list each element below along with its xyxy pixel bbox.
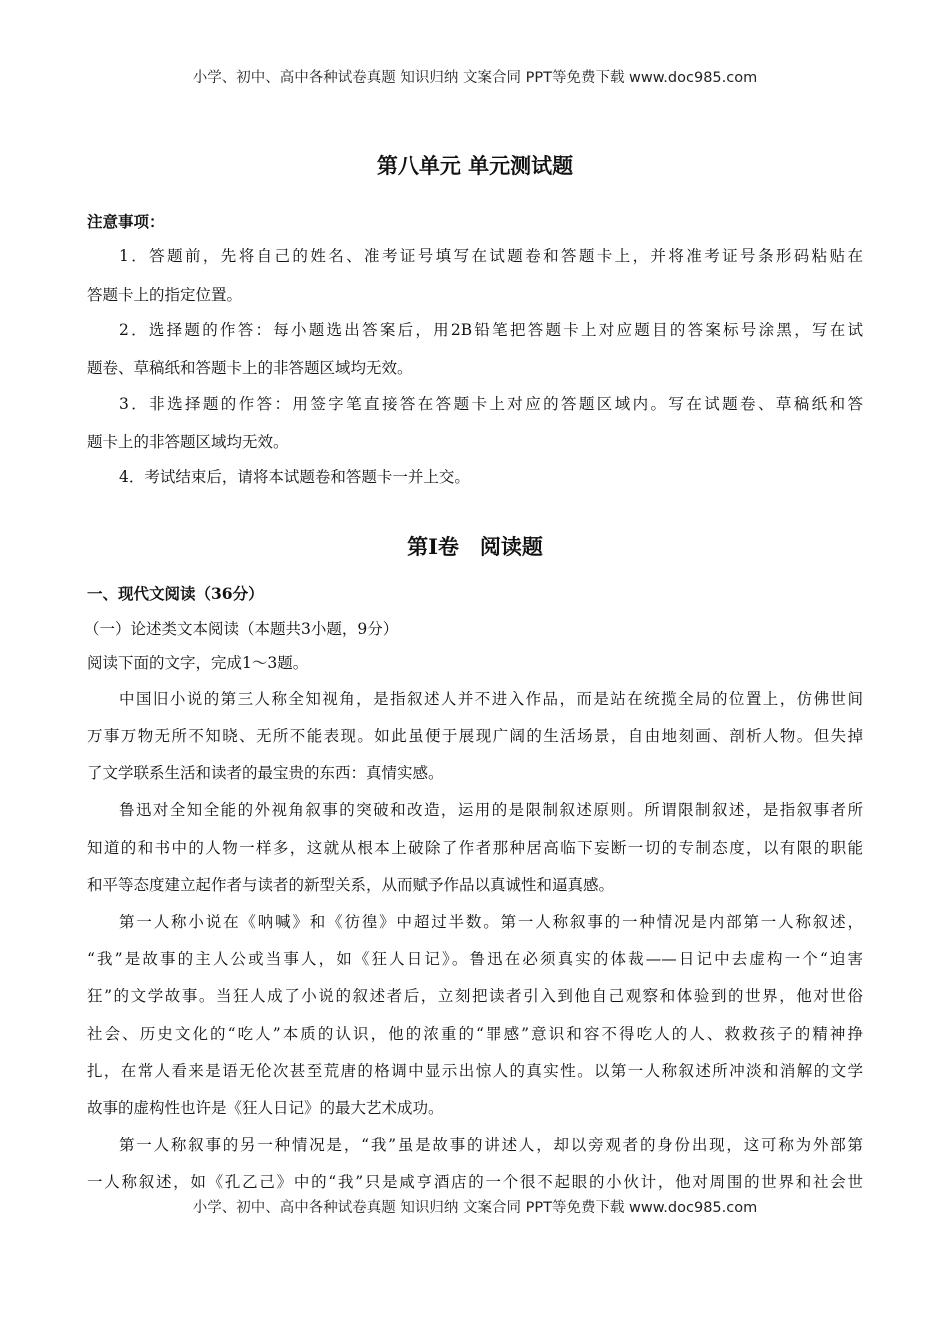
passage-line: 中国旧小说的第三人称全知视角，是指叙述人并不进入作品，而是站在统揽全局的位置上，仿佛世间 xyxy=(119,690,863,708)
passage-line: 故事的虚构性也许是《狂人日记》的最大艺术成功。 xyxy=(87,1099,444,1117)
passage-line: “我”是故事的主人公或当事人，如《狂人日记》。鲁迅在必须真实的体裁——日记中去虚构一个“迫害 xyxy=(87,950,863,968)
notice-line: 答题卡上的指定位置。 xyxy=(87,286,243,304)
notice-line: 题卡上的非答题区域均无效。 xyxy=(87,433,289,451)
section-title: 第Ⅰ卷 阅读题 xyxy=(407,534,543,559)
passage-line: 了文学联系生活和读者的最宝贵的东西：真情实感。 xyxy=(87,764,444,782)
passage-line: 狂”的文学故事。当狂人成了小说的叙述者后，立刻把读者引入到他自己观察和体验到的世界，他对世俗 xyxy=(87,987,863,1005)
part-heading: 一、现代文阅读（36分） xyxy=(87,584,264,603)
document-title: 第八单元 单元测试题 xyxy=(376,153,574,178)
passage-line: 鲁迅对全知全能的外视角叙事的突破和改造，运用的是限制叙述原则。所谓限制叙述，是指叙事者所 xyxy=(119,801,863,819)
sub-heading: （一）论述类文本阅读（本题共3小题，9分） xyxy=(84,620,399,638)
notice-heading: 注意事项： xyxy=(87,212,165,231)
passage-line: 第一人称小说在《呐喊》和《彷徨》中超过半数。第一人称叙事的一种情况是内部第一人称叙述， xyxy=(119,913,863,931)
instruction: 阅读下面的文字，完成1～3题。 xyxy=(87,654,309,672)
notice-line: 1．答题前，先将自己的姓名、准考证号填写在试题卷和答题卡上，并将准考证号条形码粘贴在 xyxy=(119,247,863,265)
notice-line: 3．非选择题的作答：用签字笔直接答在答题卡上对应的答题区域内。写在试题卷、草稿纸和答 xyxy=(119,395,863,413)
passage-line: 万事万物无所不知晓、无所不能表现。如此虽便于展现广阔的生活场景，自由地刻画、剖析人物。但失掉 xyxy=(87,727,863,745)
passage-line: 社会、历史文化的“吃人”本质的认识，他的浓重的“罪感”意识和容不得吃人的人、救救孩子的精神挣 xyxy=(87,1025,863,1043)
passage-line: 和平等态度建立起作者与读者的新型关系，从而赋予作品以真诚性和逼真感。 xyxy=(87,876,615,894)
passage-line: 第一人称叙事的另一种情况是，“我”虽是故事的讲述人，却以旁观者的身份出现，这可称为外部第 xyxy=(119,1136,863,1154)
passage-line: 知道的和书中的人物一样多，这就从根本上破除了作者那种居高临下妄断一切的专制态度，以有限的职能 xyxy=(87,839,863,857)
passage-line: 扎，在常人看来是语无伦次甚至荒唐的格调中显示出惊人的真实性。以第一人称叙述所冲淡和消解的文学 xyxy=(87,1062,863,1080)
passage-line: 一人称叙述，如《孔乙己》中的“我”只是咸亨酒店的一个很不起眼的小伙计，他对周围的世界和社会世 xyxy=(87,1173,863,1191)
notice-line: 2．选择题的作答：每小题选出答案后，用2B铅笔把答题卡上对应题目的答案标号涂黑，写在试 xyxy=(119,321,863,339)
footer-banner: 小学、初中、高中各种试卷真题 知识归纳 文案合同 PPT等免费下载 www.doc985.com xyxy=(0,1196,950,1217)
notice-line: 题卷、草稿纸和答题卡上的非答题区域均无效。 xyxy=(87,359,413,377)
header-banner: 小学、初中、高中各种试卷真题 知识归纳 文案合同 PPT等免费下载 www.doc985.com xyxy=(192,70,758,86)
notice-line: 4．考试结束后，请将本试题卷和答题卡一并上交。 xyxy=(119,468,470,486)
